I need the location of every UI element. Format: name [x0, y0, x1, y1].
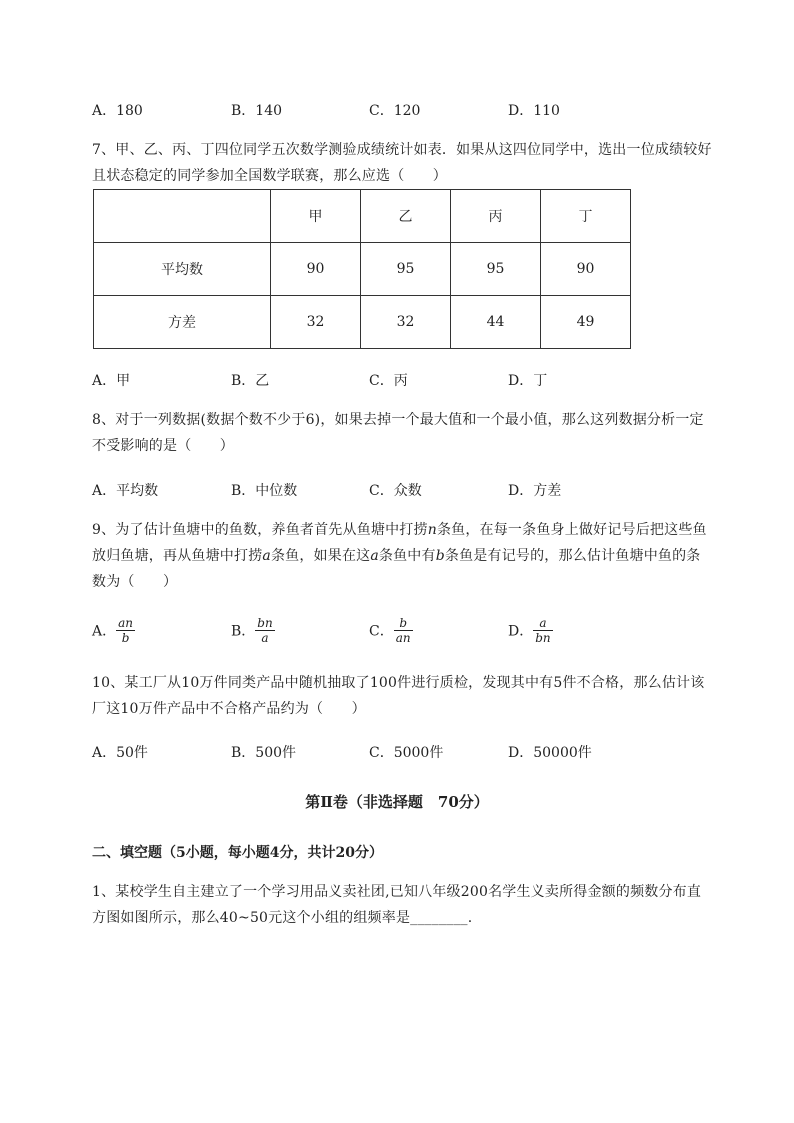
table-header-cell: 丙: [451, 190, 541, 243]
q7-score-table: [93, 189, 631, 349]
q8-question: [92, 407, 742, 459]
q9-option-d: [508, 616, 553, 645]
q9-options: [92, 616, 712, 652]
fraction-denominator: a: [261, 631, 269, 645]
q10-question: [92, 670, 742, 722]
q7-option-a: A．甲: [92, 373, 131, 389]
fraction: [255, 616, 274, 645]
table-cell: 90: [541, 243, 631, 296]
q9-var-b: b: [435, 548, 445, 564]
fraction-numerator: bn: [257, 616, 273, 630]
q10-text-line1: 10、某工厂从10万件同类产品中随机抽取了100件进行质检，发现其中有5件不合格，那么估计该: [92, 675, 705, 691]
fraction-numerator: b: [394, 616, 413, 631]
fraction: [533, 616, 552, 645]
section-title: 第Ⅱ卷（非选择题 70分）: [305, 793, 489, 811]
q9-line2-part: 放归鱼塘，再从鱼塘中打捞: [92, 548, 263, 564]
q6-option-a: A．180: [92, 103, 143, 119]
fill1-text-line2: 方图如图所示，那么40~50元这个小组的组频率是________.: [92, 910, 473, 926]
q9-line1-part: 9、为了估计鱼塘中的鱼数，养鱼者首先从鱼塘中打捞: [92, 522, 428, 538]
q9-var-a: a: [262, 548, 271, 564]
table-cell: 95: [451, 243, 541, 296]
table-row: [94, 243, 631, 296]
table-header-row: [94, 190, 631, 243]
q9-var-a: a: [370, 548, 379, 564]
fill1-text-line1: 1、某校学生自主建立了一个学习用品义卖社团,已知八年级200名学生义卖所得金额的频数分布直: [92, 884, 702, 900]
q9-option-c-label: C．: [369, 623, 394, 640]
q9-text-line2: [92, 543, 742, 569]
q9-option-c: [369, 616, 413, 645]
part-title: 二、填空题（5小题，每小题4分，共计20分）: [92, 845, 383, 861]
q10-text-line2: 厂这10万件产品中不合格产品约为（ ）: [92, 701, 366, 717]
q10-option-d: D．50000件: [508, 745, 592, 761]
table-header-cell: 甲: [271, 190, 361, 243]
q10-option-b: B．500件: [231, 745, 297, 761]
q9-option-b-label: B．: [231, 623, 256, 640]
q8-text-line1: 8、对于一列数据(数据个数不少于6)，如果去掉一个最大值和一个最小值，那么这列数据分析一定: [92, 412, 704, 428]
fraction-denominator: bn: [535, 631, 551, 645]
table-cell: 49: [541, 296, 631, 349]
q9-option-a: [92, 616, 135, 645]
q8-option-d: D．方差: [508, 483, 562, 499]
q9-line2-part: 条鱼是有记号的，那么估计鱼塘中鱼的条: [444, 548, 701, 564]
q8-option-b: B．中位数: [231, 483, 298, 499]
q9-text-line3: 数为（ ）: [92, 574, 178, 590]
q9-line2-part: 条鱼中有: [378, 548, 436, 564]
table-header-cell: 乙: [361, 190, 451, 243]
q9-text-line1: [92, 517, 742, 543]
fraction: [394, 616, 413, 645]
q6-option-b: B．140: [231, 103, 283, 119]
table-row: [94, 296, 631, 349]
q9-option-a-label: A．: [92, 623, 117, 640]
table-header-cell: 丁: [541, 190, 631, 243]
table-cell: 90: [271, 243, 361, 296]
q9-option-b: [231, 616, 275, 645]
fraction: [116, 616, 135, 645]
table-cell: 32: [271, 296, 361, 349]
q9-line1-part: 条鱼，在每一条鱼身上做好记号后把这些鱼: [436, 522, 707, 538]
q10-option-a: A．50件: [92, 745, 148, 761]
q8-options: [92, 480, 712, 500]
q6-option-c: C．120: [369, 103, 421, 119]
q7-text-line1: 7、甲、乙、丙、丁四位同学五次数学测验成绩统计如表．如果从这四位同学中，选出一位成绩较好: [92, 142, 712, 158]
table-cell: 95: [361, 243, 451, 296]
q10-option-c: C．5000件: [369, 745, 444, 761]
q8-option-a: A．平均数: [92, 483, 159, 499]
fraction-denominator: an: [395, 631, 411, 645]
table-header-cell: [94, 190, 271, 243]
fraction-numerator: an: [118, 616, 134, 630]
q8-text-line2: 不受影响的是（ ）: [92, 438, 234, 454]
fraction-denominator: b: [121, 631, 130, 645]
q7-option-b: B．乙: [231, 373, 270, 389]
q7-option-c: C．丙: [369, 373, 408, 389]
fill1-question: [92, 879, 742, 931]
table-cell: 方差: [94, 296, 271, 349]
q9-line2-part: 条鱼，如果在这: [270, 548, 371, 564]
q7-text-line2: 且状态稳定的同学参加全国数学联赛，那么应选（ ）: [92, 168, 447, 184]
q7-options: [92, 370, 712, 390]
q9-var-n: n: [427, 522, 437, 538]
q9-question: [92, 517, 742, 595]
q8-option-c: C．众数: [369, 483, 422, 499]
table-cell: 平均数: [94, 243, 271, 296]
fraction-numerator: a: [533, 616, 552, 631]
q7-option-d: D．丁: [508, 373, 548, 389]
q6-option-d: D．110: [508, 103, 560, 119]
q6-options: [92, 100, 712, 120]
table-cell: 44: [451, 296, 541, 349]
q10-options: [92, 742, 712, 762]
q9-option-d-label: D．: [508, 623, 534, 640]
q7-question: [92, 137, 742, 189]
table-cell: 32: [361, 296, 451, 349]
